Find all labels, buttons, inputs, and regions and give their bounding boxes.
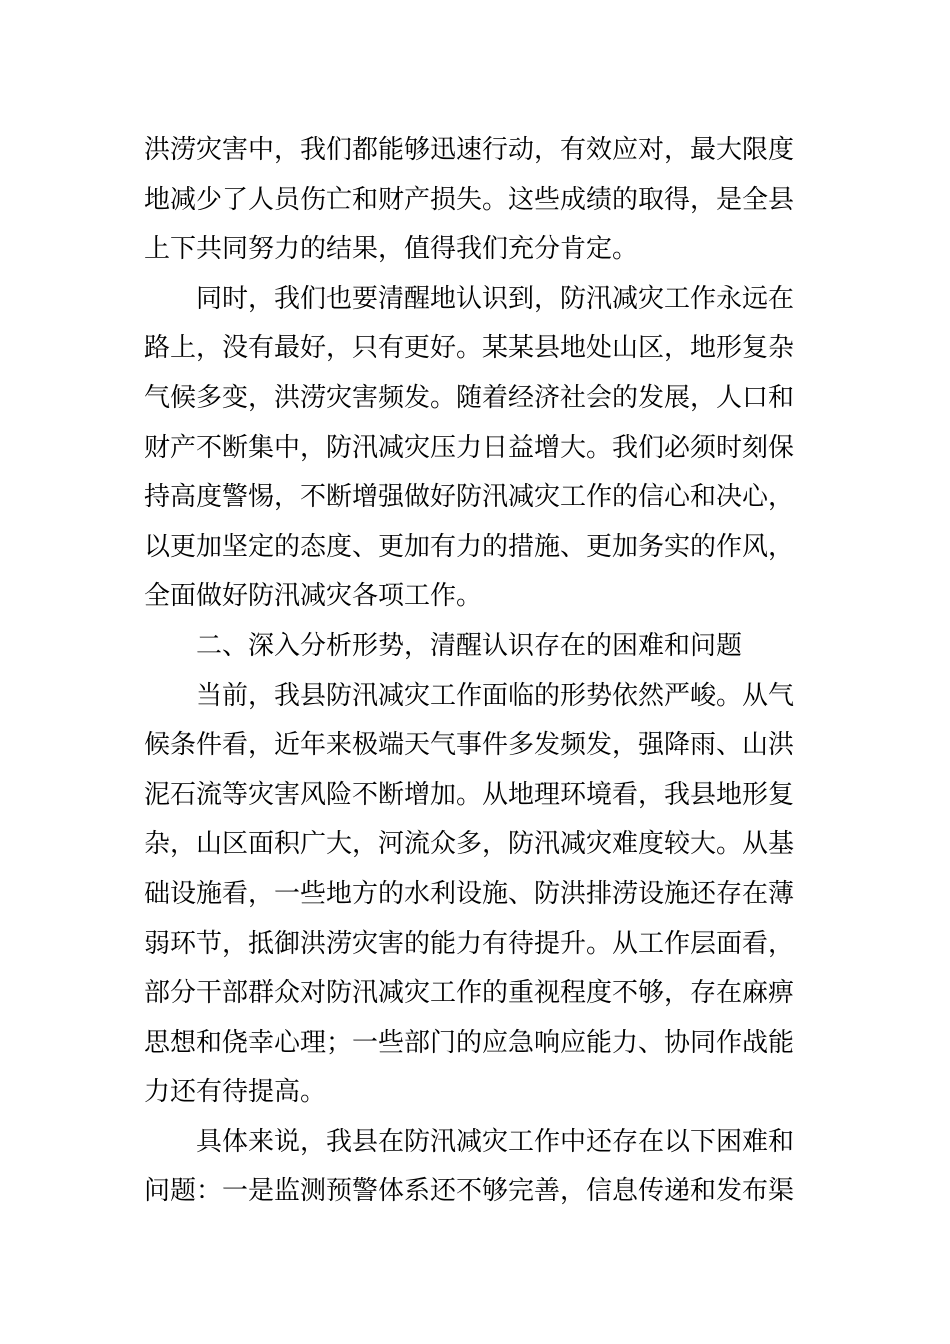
paragraph-problems [144,1118,806,1217]
text-line: 思想和侥幸心理；一些部门的应急响应能力、协同作战能 [144,1027,795,1058]
text-line: 洪涝灾害中，我们都能够迅速行动，有效应对，最大限度 [144,135,795,165]
text-line: 路上，没有最好，只有更好。某某县地处山区，地形复杂 [144,333,795,364]
text-line: 础设施看，一些地方的水利设施、防洪排涝设施还存在薄 [144,878,795,909]
text-line: 部分干部群众对防汛减灾工作的重视程度不够，存在麻痹 [144,978,795,1009]
section-heading-text: 二、深入分析形势，清醒认识存在的困难和问题 [196,630,743,661]
text-line: 泥石流等灾害风险不断增加。从地理环境看，我县地形复 [144,779,795,810]
text-line: 力还有待提高。 [144,1077,327,1108]
text-line: 同时，我们也要清醒地认识到，防汛减灾工作永远在 [196,283,795,314]
paragraph-awareness [144,275,806,622]
text-line: 候条件看，近年来极端天气事件多发频发，强降雨、山洪 [144,730,795,761]
text-line: 当前，我县防汛减灾工作面临的形势依然严峻。从气 [196,680,795,711]
text-line: 具体来说，我县在防汛减灾工作中还存在以下困难和 [196,1126,795,1157]
text-line: 杂，山区面积广大，河流众多，防汛减灾难度较大。从基 [144,829,795,860]
text-line: 以更加坚定的态度、更加有力的措施、更加务实的作风， [144,531,795,562]
text-line: 气候多变，洪涝灾害频发。随着经济社会的发展，人口和 [144,382,795,413]
text-line: 弱环节，抵御洪涝灾害的能力有待提升。从工作层面看， [144,928,795,959]
body-text [144,126,806,1217]
text-line: 持高度警惕，不断增强做好防汛减灾工作的信心和决心， [144,482,795,513]
text-line: 问题：一是监测预警体系还不够完善，信息传递和发布渠 [144,1176,795,1207]
text-line: 上下共同努力的结果，值得我们充分肯定。 [144,234,639,265]
text-line: 全面做好防汛减灾各项工作。 [144,581,483,612]
section-heading [144,622,806,672]
text-line: 财产不断集中，防汛减灾压力日益增大。我们必须时刻保 [144,432,795,463]
paragraph-situation [144,672,806,1118]
paragraph-continuation [144,126,806,275]
text-line: 地减少了人员伤亡和财产损失。这些成绩的取得，是全县 [144,184,795,215]
